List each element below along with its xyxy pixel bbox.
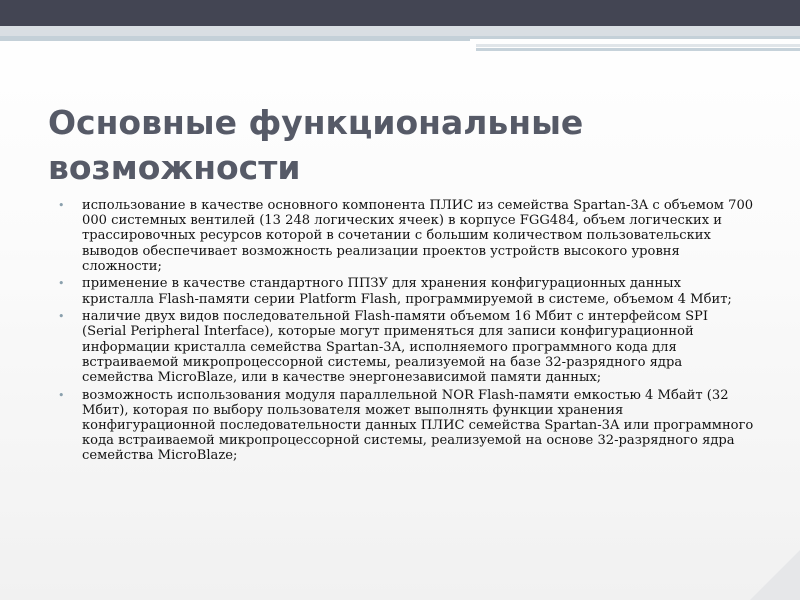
- bullet-item: [56, 276, 756, 306]
- bullet-text: наличие двух видов последовательной Flash-памяти объемом 16 Мбит с интерфейсом SPI (Serial Peripheral Interface), которые могут применяться для записи конфигурационной информации кристалла семейства Spartan-3A, исполняемого программного кода для встраиваемой микропроцессорной системы, реализуемой на базе 32-разрядного ядра семейства MicroBlaze, или в качестве энергонезависимой памяти данных;: [82, 309, 709, 386]
- header-band-light: [0, 26, 800, 36]
- bullet-item: [56, 388, 756, 464]
- bullet-marker: •: [58, 277, 65, 291]
- bullet-text: применение в качестве стандартного ППЗУ для хранения конфигурационных данных кристалла Flash-памяти серии Platform Flash, программируемой в системе, объемом 4 Мбит;: [82, 276, 732, 307]
- bullet-marker: •: [58, 388, 65, 402]
- decorative-stripe: [470, 36, 800, 39]
- decorative-stripe: [0, 36, 470, 41]
- bullet-marker: •: [58, 199, 65, 212]
- slide-title: Основные функциональные возможности: [48, 103, 584, 187]
- bullet-text: использование в качестве основного компонента ПЛИС из семейства Spartan-3A с объемом 700 000 системных вентилей (13 248 логических ячеек) в корпусе FGG484, объем логических и трассировочных ресурсов которой в сочетании с большим количеством пользовательских выводов обеспечивает возможность реализации проектов устройств высокого уровня сложности;: [82, 198, 754, 274]
- decorative-stripe: [476, 44, 800, 47]
- bullet-marker: •: [58, 310, 65, 324]
- decorative-stripe: [476, 48, 800, 51]
- bullet-list: [56, 198, 756, 466]
- bullet-text: возможность использования модуля параллельной NOR Flash-памяти емкостью 4 Мбайт (32 Мбит), которая по выбору пользователя может выполнять функции хранения конфигурационной последовательности данных ПЛИС семейства Spartan-3A или программного кода встраиваемой микропроцессорной системы, реализуемой на основе 32-разрядного ядра семейства MicroBlaze;: [82, 387, 754, 464]
- bullet-item: [56, 198, 756, 274]
- header-band: [0, 0, 800, 26]
- bullet-item: [56, 309, 756, 385]
- page-curl-corner: [750, 550, 800, 600]
